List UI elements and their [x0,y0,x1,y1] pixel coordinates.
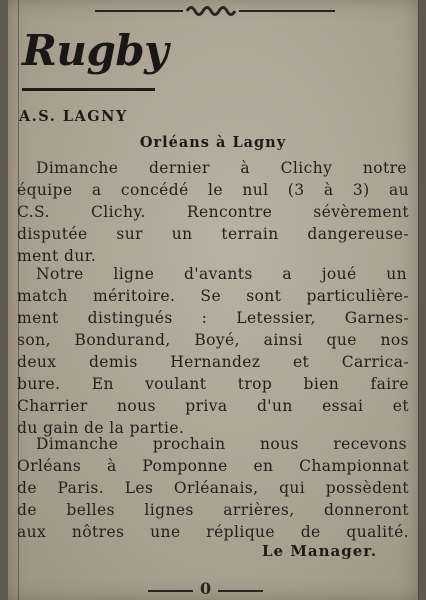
article-line: aux nôtres une réplique de qualité. [17,523,409,541]
article-line: du gain de la partie. [17,419,185,437]
article-line: Charrier nous priva d'un essai et [17,397,409,415]
end-mark: 0 [200,579,212,598]
article-line: deux demis Hernandez et Carrica- [17,353,409,371]
article-line: Dimanche prochain nous recevons [36,435,407,453]
article-line: équipe a concédé le nul (3 à 3) au [17,181,409,199]
article-line: match méritoire. Se sont particulière- [17,287,409,305]
article-line: Orléans à Pomponne en Championnat [17,457,409,475]
article-line: ment distingués : Letessier, Garnes- [17,309,409,327]
article-line: bure. En voulant trop bien faire [17,375,409,393]
article-line: Notre ligne d'avants a joué un [36,265,407,283]
top-ornament [95,2,335,16]
section-title: Rugby [22,26,169,75]
club-name: A.S. LAGNY [19,108,128,125]
article-line: disputée sur un terrain dangereuse- [17,225,409,243]
column-rule-right [418,0,419,600]
article-line: de Paris. Les Orléanais, qui possèdent [17,479,409,497]
end-dash-left [148,590,193,592]
end-ornament [148,579,278,598]
article-line: ment dur. [17,247,97,265]
match-heading: Orléans à Lagny [139,134,287,151]
article-line: C.S. Clichy. Rencontre sévèrement [17,203,409,221]
end-dash-right [218,590,263,592]
article-line: son, Bondurand, Boyé, ainsi que nos [17,331,409,349]
article-line: de belles lignes arrières, donneront [17,501,409,519]
title-underline [22,88,155,91]
signature: Le Manager. [262,542,378,560]
article-line: Dimanche dernier à Clichy notre [36,159,407,177]
